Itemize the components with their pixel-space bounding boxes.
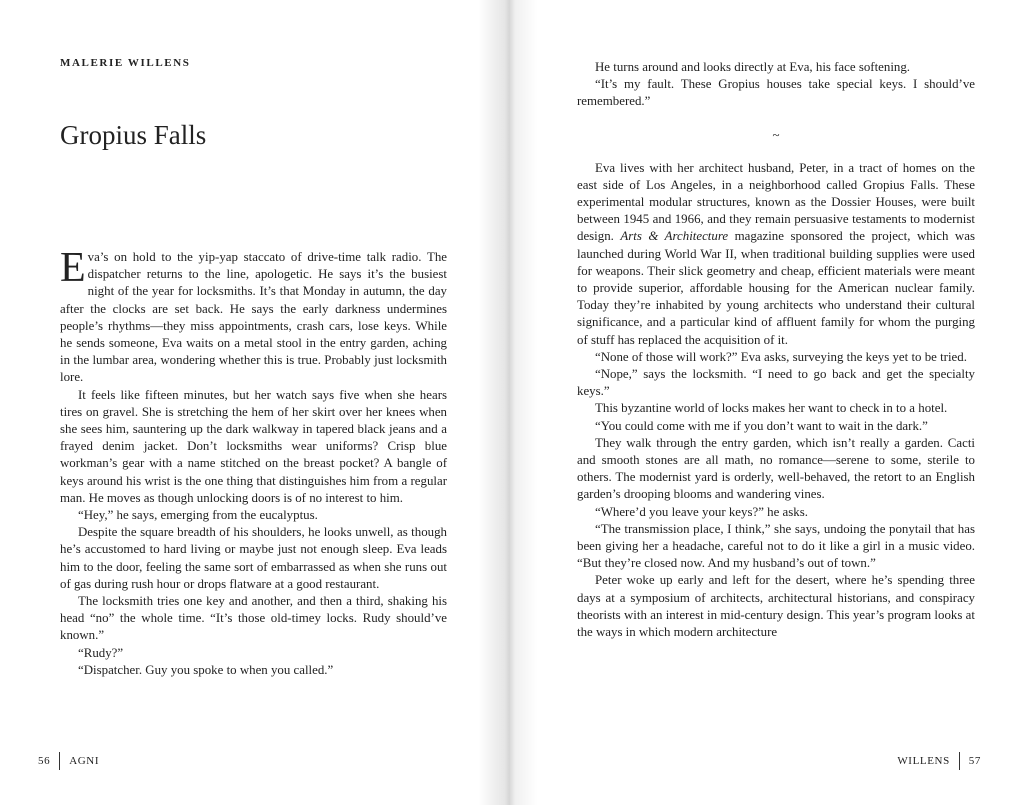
paragraph: “Rudy?” [78, 645, 124, 660]
opening-paragraph [60, 245, 447, 387]
author-running-head: MALERIE WILLENS [60, 57, 191, 69]
paragraph [577, 160, 975, 349]
opening-paragraph-text: va’s on hold to the yip-yap staccato of drive-time talk radio. The dispatcher returns to the line, apologetic. He says it’s the busiest night of the year for locksmiths. It’s that Monday in autumn, the day after the clocks are set back. He says the early darkness undermines people’s rhythms—they miss appointments, crash cars, lose keys. While he sends someone, Eva waits on a metal stool in the entry garden, aching in the lumbar area, wondering whether this is true. Probably just locksmith lore. [60, 250, 447, 385]
footer-divider [959, 752, 960, 770]
paragraph: “Nope,” says the locksmith. “I need to go back and get the specialty keys.” [577, 367, 975, 399]
section-separator: ~ [772, 126, 780, 142]
author-running-foot: WILLENS [897, 755, 950, 767]
journal-name: AGNI [69, 755, 100, 767]
right-page [512, 0, 1023, 805]
paragraph: They walk through the entry garden, which isn’t really a garden. Cacti and smooth stones are all math, no romance—serene to some, sterile to others. The modernist yard is orderly, well-behaved, the retort to an English garden’s drooping blooms and wandering vines. [577, 435, 975, 502]
paragraph: It feels like fifteen minutes, but her watch says five when she hears tires on gravel. She is stretching the hem of her skirt over her knees when she sees him, sauntering up the dark walkway in tapered black jeans and a frayed denim jacket. Don’t locksmiths wear uniforms? Crisp blue workman’s gear with a name stitched on the breast pocket? A bangle of keys around his wrist is the one thing that distinguishes him from a regular man. He moves as though unlocking doors is of no interest to him. [60, 387, 447, 505]
paragraph: Peter woke up early and left for the desert, where he’s spending three days at a symposium of architects, architectural historians, and conspiracy theorists with an interest in mid-century design. This year’s program looks at the ways in which modern architecture [577, 573, 975, 640]
paragraph: “Hey,” he says, emerging from the eucalyptus. [78, 508, 318, 523]
paragraph: “None of those will work?” Eva asks, surveying the keys yet to be tried. [595, 349, 967, 364]
paragraph-text: Eva lives with her architect husband, Peter, in a tract of homes on the east side of Los Angeles, in a neighborhood called Gropius Falls. These experimental modular structures, known as the Dossier Houses, were built between 1945 and 1966, and they remain persuasive testaments to modernist design. [577, 160, 975, 244]
left-footer [38, 752, 99, 770]
left-page-body [60, 245, 447, 679]
paragraph-text: magazine sponsored the project, which was launched during World War II, when traditional building supplies were used for weapons. Their slick geometry and cheap, efficient materials were meant to provide superior, affordable housing for the American nuclear family. Today they’re inhabited by young architects who understand their cultural significance, and a particular kind of affluent family for whom the purging of stuff has replaced the acquisition of it. [577, 229, 975, 347]
footer-divider [59, 752, 60, 770]
paragraph: “Where’d you leave your keys?” he asks. [595, 504, 808, 519]
page-number: 56 [38, 755, 51, 767]
paragraph: He turns around and looks directly at Eva, his face softening. [595, 60, 911, 74]
story-title: Gropius Falls [60, 120, 207, 150]
magazine-title: Arts & Architecture [620, 229, 729, 244]
paragraph: This byzantine world of locks makes her want to check in to a hotel. [595, 401, 948, 416]
left-page [0, 0, 505, 805]
paragraph: “Dispatcher. Guy you spoke to when you called.” [78, 662, 334, 677]
right-footer [897, 752, 981, 770]
paragraph: Despite the square breadth of his shoulders, he looks unwell, as though he’s accustomed to hard living or maybe just not enough sleep. Eva leads him to the door, feeling the same sort of embarrassed as when she runs out of gas during rush hour or drops flatware at a good restaurant. [60, 525, 447, 591]
right-page-body [577, 59, 975, 641]
page-number: 57 [968, 755, 981, 767]
paragraph: “The transmission place, I think,” she says, undoing the ponytail that has been giving her a headache, careful not to do it like a girl in a music video. “But they’re closed now. And my husband’s out of town.” [577, 521, 975, 571]
paragraph: “You could come with me if you don’t want to wait in the dark.” [595, 418, 928, 433]
drop-cap: E [60, 245, 86, 291]
paragraph: The locksmith tries one key and another, and then a third, shaking his head “no” the whole time. “It’s those old-timey locks. Rudy should’ve known.” [60, 594, 447, 643]
paragraph: “It’s my fault. These Gropius houses take special keys. I should’ve remembered.” [577, 77, 975, 109]
